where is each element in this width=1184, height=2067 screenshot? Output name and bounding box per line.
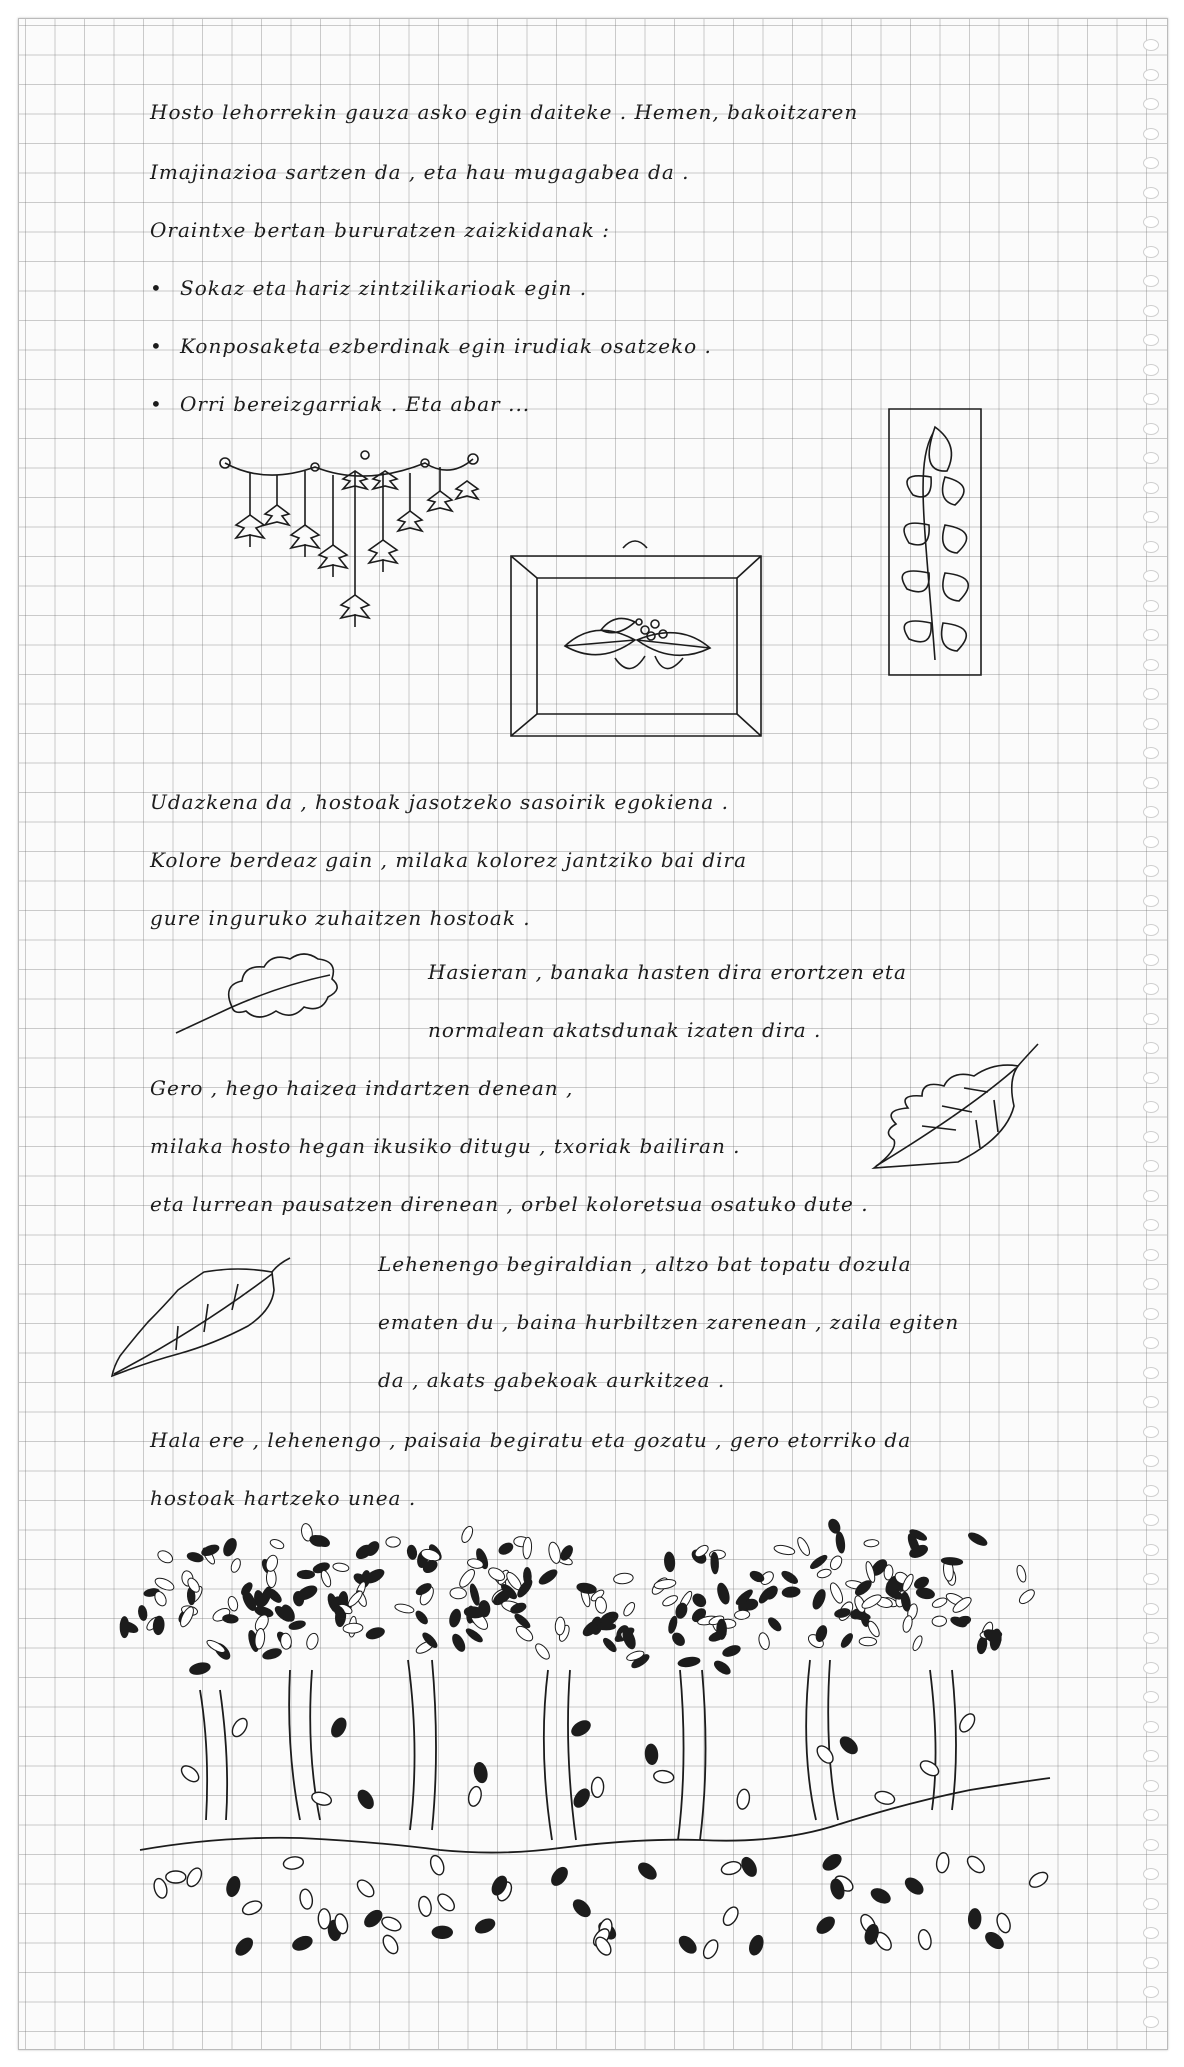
spiral-hole [1143, 600, 1159, 612]
tree-leaf [414, 1609, 430, 1626]
tree-leaf [1017, 1587, 1037, 1606]
spiral-hole [1143, 1662, 1159, 1674]
tree-leaf [816, 1568, 832, 1579]
fallen-leaf [957, 1711, 978, 1734]
tree-leaf [811, 1588, 828, 1611]
autumn-trees-icon [140, 1520, 1060, 1960]
spiral-hole [1143, 1986, 1159, 1998]
fallen-leaf [299, 1888, 314, 1910]
spiral-hole [1143, 924, 1159, 936]
fallen-leaf [918, 1758, 941, 1779]
tree-leaf [809, 1553, 829, 1571]
tree-leaf [900, 1592, 911, 1612]
text-line: Kolore berdeaz gain , milaka kolorez jantziko bai dira [150, 848, 747, 872]
tree-leaf [460, 1525, 475, 1544]
tree-leaf [468, 1583, 480, 1606]
spiral-hole [1143, 1455, 1159, 1467]
spiral-hole [1143, 305, 1159, 317]
fallen-leaf [1027, 1869, 1050, 1890]
tree-leaf [394, 1603, 415, 1615]
fallen-leaf [355, 1788, 376, 1811]
spiral-holes [1133, 19, 1167, 2049]
spiral-hole [1143, 187, 1159, 199]
spiral-hole [1143, 1337, 1159, 1349]
spiral-hole [1143, 39, 1159, 51]
spiral-hole [1143, 157, 1159, 169]
fallen-leaf [229, 1716, 250, 1739]
spiral-hole [1143, 98, 1159, 110]
tree-leaf [757, 1632, 771, 1651]
fallen-leaf [636, 1860, 659, 1882]
tree-leaf [269, 1538, 285, 1551]
spiral-hole [1143, 1072, 1159, 1084]
spiral-hole [1143, 1219, 1159, 1231]
tree-leaf [450, 1632, 467, 1653]
tree-leaf [864, 1539, 879, 1547]
spiral-hole [1143, 1839, 1159, 1851]
tree-leaf [406, 1545, 417, 1561]
spiral-hole [1143, 806, 1159, 818]
fallen-leaf [645, 1744, 659, 1765]
tree-leaf [448, 1608, 462, 1628]
spiral-hole [1143, 1721, 1159, 1733]
spiral-hole [1143, 1573, 1159, 1585]
spiral-hole [1143, 482, 1159, 494]
fallen-leaf [676, 1933, 699, 1956]
tree-leaf [254, 1628, 266, 1650]
fallen-leaf [435, 1891, 458, 1914]
tree-leaf [661, 1593, 679, 1607]
tree-leaf [1015, 1564, 1027, 1583]
bullet-dot: • [150, 334, 163, 358]
fallen-leaf [473, 1762, 489, 1784]
spiral-hole [1143, 777, 1159, 789]
spiral-hole [1143, 334, 1159, 346]
text-line: da , akats gabekoak aurkitzea . [378, 1368, 726, 1392]
spiral-hole [1143, 1603, 1159, 1615]
spiral-hole [1143, 1042, 1159, 1054]
tree-leaf [622, 1601, 637, 1618]
bullet-item: Sokaz eta hariz zintzilikarioak egin . [180, 276, 588, 300]
fallen-leaf [720, 1860, 742, 1877]
spiral-hole [1143, 659, 1159, 671]
fallen-leaf [720, 1905, 741, 1928]
tree-leaf [664, 1552, 676, 1572]
fallen-leaf [983, 1930, 1006, 1952]
tree-leaf [795, 1536, 812, 1557]
tree-leaf [670, 1631, 687, 1648]
fallen-leaf [591, 1777, 604, 1798]
tree-leaf [654, 1578, 677, 1590]
spiral-hole [1143, 1426, 1159, 1438]
spiral-hole [1143, 2016, 1159, 2028]
fallen-leaf [995, 1912, 1013, 1935]
tree-leaf [343, 1623, 363, 1634]
text-line: Hala ere , lehenengo , paisaia begiratu eta gozatu , gero etorriko da [150, 1428, 912, 1452]
tree-leaf [721, 1644, 741, 1659]
tree-leaf [839, 1632, 854, 1649]
tree-leaf [533, 1642, 552, 1662]
tree-leaf [189, 1661, 212, 1676]
fallen-leaf [837, 1734, 860, 1757]
fallen-leaf [318, 1909, 330, 1929]
fallen-leaf [570, 1897, 593, 1920]
spiral-hole [1143, 364, 1159, 376]
bullet-item: Orri bereizgarriak . Eta abar ... [180, 392, 531, 416]
tree-leaf [221, 1537, 239, 1558]
tree-leaf [828, 1581, 845, 1605]
bullet-dot: • [150, 276, 163, 300]
spiral-hole [1143, 1308, 1159, 1320]
fallen-leaf [179, 1763, 202, 1785]
fallen-leaf [549, 1865, 571, 1888]
fallen-leaf [903, 1875, 926, 1897]
text-line: gure inguruko zuhaitzen hostoak . [150, 906, 531, 930]
tree-leaf [262, 1647, 283, 1661]
tree-leaf [450, 1587, 467, 1599]
fallen-leaf [814, 1914, 837, 1936]
spiral-hole [1143, 1691, 1159, 1703]
spiral-hole [1143, 895, 1159, 907]
spiral-hole [1143, 1632, 1159, 1644]
framed-leaf-picture-icon [505, 530, 767, 742]
tree-leaf [828, 1554, 844, 1572]
leaf-garland-icon [205, 445, 495, 635]
text-line: ematen du , baina hurbiltzen zarenean , zaila egiten [378, 1310, 960, 1334]
tree-leaf [734, 1610, 750, 1620]
tree-leaf [932, 1615, 947, 1626]
fallen-leaf [310, 1790, 333, 1807]
tree-leaf [773, 1544, 795, 1556]
fallen-leaf [467, 1785, 483, 1807]
tree-leaf [712, 1659, 732, 1677]
tree-leaf [280, 1633, 292, 1650]
fallen-leaf [917, 1929, 933, 1951]
fallen-leaf [569, 1718, 592, 1739]
birch-leaf-icon [108, 1250, 298, 1385]
tree-leaf [782, 1586, 801, 1598]
spiral-hole [1143, 541, 1159, 553]
tree-leaf [690, 1591, 708, 1609]
oak-leaf-icon [172, 945, 347, 1040]
spiral-hole [1143, 1514, 1159, 1526]
tree-leaf [576, 1582, 597, 1595]
fallen-leaf [428, 1854, 446, 1877]
fallen-leaf [964, 1853, 987, 1875]
bullet-dot: • [150, 392, 163, 416]
fallen-leaf [739, 1855, 759, 1878]
tree-leaf [297, 1570, 314, 1578]
tree-leaf [967, 1531, 989, 1548]
text-line: Imajinazioa sartzen da , eta hau mugagabea da . [150, 160, 690, 184]
fallen-leaf [968, 1909, 981, 1929]
spiral-hole [1143, 1101, 1159, 1113]
tree-leaf [537, 1567, 559, 1587]
tree-leaf [866, 1620, 882, 1639]
text-line: Oraintxe bertan bururatzen zaizkidanak : [150, 218, 610, 242]
spiral-hole [1143, 393, 1159, 405]
tree-leaf [715, 1582, 731, 1605]
tree-leaf [386, 1537, 401, 1548]
tree-leaf [156, 1548, 175, 1565]
spiral-hole [1143, 246, 1159, 258]
spiral-hole [1143, 1013, 1159, 1025]
fallen-leaf [380, 1933, 401, 1956]
spiral-hole [1143, 128, 1159, 140]
tree-leaf [859, 1637, 877, 1646]
spiral-hole [1143, 1190, 1159, 1202]
tree-leaf [222, 1614, 238, 1624]
spiral-hole [1143, 1396, 1159, 1408]
fallen-leaf [474, 1916, 497, 1935]
fallen-leaf [283, 1856, 305, 1871]
tree-leaf [766, 1616, 783, 1633]
spiral-hole [1143, 718, 1159, 730]
spiral-hole [1143, 629, 1159, 641]
fallen-leaf [869, 1886, 892, 1906]
spiral-hole [1143, 275, 1159, 287]
spiral-hole [1143, 1485, 1159, 1497]
text-line: Hosto lehorrekin gauza asko egin daiteke . Hemen, bakoitzaren [150, 100, 859, 124]
fallen-leaf [571, 1786, 592, 1809]
pressed-leaf-bookmark-icon [885, 405, 985, 680]
falling-leaf-icon [868, 1040, 1048, 1175]
tree-leaf [902, 1615, 914, 1633]
fallen-leaf [701, 1938, 721, 1961]
tree-leaf [677, 1656, 700, 1668]
fallen-leaf [241, 1898, 264, 1917]
fallen-leaf [329, 1716, 349, 1739]
text-line: Gero , hego haizea indartzen denean , [150, 1076, 574, 1100]
spiral-hole [1143, 1367, 1159, 1379]
spiral-hole [1143, 954, 1159, 966]
fallen-leaf [362, 1907, 385, 1929]
fallen-leaf [291, 1934, 314, 1953]
spiral-hole [1143, 511, 1159, 523]
fallen-leaf [354, 1877, 377, 1900]
spiral-hole [1143, 836, 1159, 848]
tree-leaf [305, 1632, 320, 1651]
fallen-leaf [233, 1935, 255, 1958]
tree-leaf [332, 1562, 349, 1572]
tree-leaf [667, 1615, 678, 1634]
tree-leaf [497, 1541, 515, 1557]
tree-leaf [464, 1627, 484, 1644]
spiral-hole [1143, 688, 1159, 700]
tree-leaf [319, 1569, 332, 1588]
spiral-hole [1143, 1160, 1159, 1172]
spiral-hole [1143, 1957, 1159, 1969]
tree-leaf [523, 1567, 531, 1585]
tree-leaf [911, 1635, 924, 1652]
spiral-hole [1143, 1131, 1159, 1143]
fallen-leaf [417, 1895, 433, 1917]
spiral-hole [1143, 216, 1159, 228]
fallen-leaf [152, 1877, 169, 1900]
spiral-hole [1143, 865, 1159, 877]
spiral-hole [1143, 1898, 1159, 1910]
text-line: hostoak hartzeko unea . [150, 1486, 417, 1510]
fallen-leaf [820, 1852, 843, 1873]
spiral-hole [1143, 69, 1159, 81]
fallen-leaf [736, 1788, 751, 1810]
tree-leaf [120, 1617, 129, 1638]
bullet-item: Konposaketa ezberdinak egin irudiak osatzeko . [180, 334, 712, 358]
tree-leaf [780, 1569, 799, 1586]
fallen-leaf [432, 1926, 452, 1938]
spiral-hole [1143, 1809, 1159, 1821]
spiral-hole [1143, 1544, 1159, 1556]
spiral-hole [1143, 747, 1159, 759]
spiral-hole [1143, 1780, 1159, 1792]
tree-leaf [229, 1557, 242, 1573]
tree-leaf [363, 1567, 386, 1586]
tree-leaf [137, 1605, 147, 1621]
tree-leaf [835, 1531, 846, 1553]
text-line: Udazkena da , hostoak jasotzeko sasoirik egokiena . [150, 790, 729, 814]
text-line: milaka hosto hegan ikusiko ditugu , txoriak bailiran . [150, 1134, 741, 1158]
fallen-leaf [747, 1934, 765, 1957]
spiral-hole [1143, 570, 1159, 582]
spiral-hole [1143, 452, 1159, 464]
fallen-leaf [184, 1866, 204, 1889]
fallen-leaf [874, 1789, 897, 1806]
tree-leaf [613, 1572, 634, 1584]
text-line: normalean akatsdunak izaten dira . [428, 1018, 822, 1042]
tree-leaf [200, 1543, 220, 1558]
tree-leaf [547, 1541, 562, 1564]
fallen-leaf [653, 1770, 674, 1784]
spiral-hole [1143, 1278, 1159, 1290]
tree-leaf [717, 1619, 727, 1639]
fallen-leaf [166, 1871, 186, 1883]
spiral-hole [1143, 1750, 1159, 1762]
spiral-hole [1143, 1927, 1159, 1939]
spiral-hole [1143, 1249, 1159, 1261]
text-line: Hasieran , banaka hasten dira erortzen eta [428, 960, 907, 984]
fallen-leaf [814, 1743, 836, 1766]
fallen-leaf [380, 1915, 403, 1934]
spiral-hole [1143, 983, 1159, 995]
text-line: eta lurrean pausatzen direnean , orbel koloretsua osatuko dute . [150, 1192, 869, 1216]
fallen-leaf [935, 1852, 950, 1873]
tree-leaf [365, 1626, 386, 1641]
spiral-hole [1143, 1868, 1159, 1880]
tree-leaf [931, 1596, 948, 1609]
spiral-hole [1143, 423, 1159, 435]
fallen-leaf [225, 1875, 242, 1897]
text-line: Lehenengo begiraldian , altzo bat topatu dozula [378, 1252, 912, 1276]
tree-leaf [596, 1623, 615, 1631]
